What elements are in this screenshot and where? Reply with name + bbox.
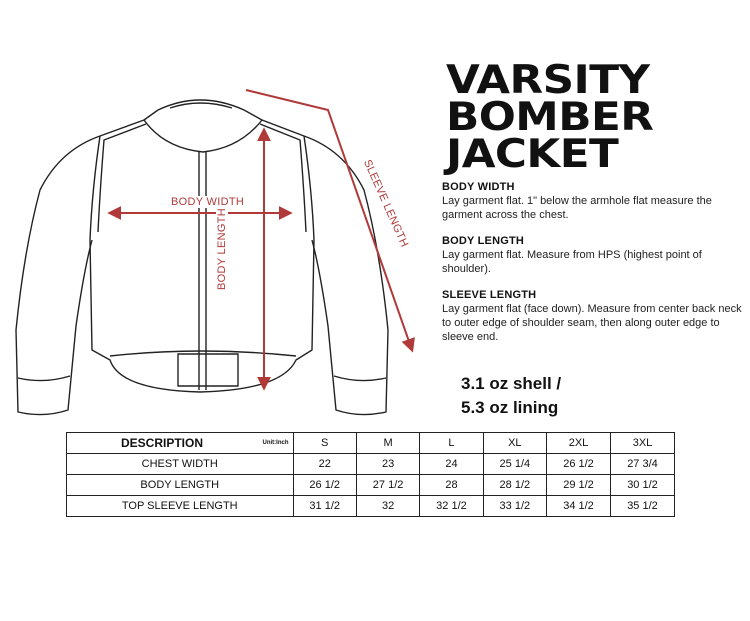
table-row bbox=[67, 475, 675, 496]
size-header-3xl: 3XL bbox=[610, 433, 674, 454]
spec-body-length bbox=[442, 235, 747, 276]
measurement-instructions bbox=[442, 181, 747, 357]
right-cuff bbox=[334, 376, 386, 381]
table-cell: 22 bbox=[293, 454, 356, 475]
row-label: BODY LENGTH bbox=[67, 475, 294, 496]
table-cell: 29 1/2 bbox=[547, 475, 611, 496]
shell-weight: 3.1 oz shell / bbox=[461, 374, 562, 393]
description-header-text: DESCRIPTION bbox=[121, 436, 204, 450]
left-sleeve-outline bbox=[16, 136, 100, 415]
table-cell: 35 1/2 bbox=[610, 496, 674, 517]
table-cell: 33 1/2 bbox=[483, 496, 546, 517]
sleeve-length-label: SLEEVE LENGTH bbox=[361, 158, 411, 250]
material-weight bbox=[461, 372, 561, 420]
table-cell: 30 1/2 bbox=[610, 475, 674, 496]
left-cuff bbox=[18, 376, 70, 381]
table-cell: 25 1/4 bbox=[483, 454, 546, 475]
spec-description: Lay garment flat. Measure from HPS (highest point of shoulder). bbox=[442, 249, 702, 275]
size-header-s: S bbox=[293, 433, 356, 454]
collar-outline bbox=[144, 100, 262, 152]
table-cell: 31 1/2 bbox=[293, 496, 356, 517]
table-cell: 28 bbox=[420, 475, 483, 496]
unit-label: Unit:Inch bbox=[262, 440, 289, 446]
shoulder-seam-right bbox=[260, 124, 306, 232]
table-row bbox=[67, 496, 675, 517]
table-cell: 27 1/2 bbox=[356, 475, 419, 496]
row-label: CHEST WIDTH bbox=[67, 454, 294, 475]
table-cell: 26 1/2 bbox=[547, 454, 611, 475]
collar-inner bbox=[170, 103, 232, 108]
body-width-label: BODY WIDTH bbox=[168, 196, 247, 208]
table-cell: 32 1/2 bbox=[420, 496, 483, 517]
table-cell: 34 1/2 bbox=[547, 496, 611, 517]
size-header-m: M bbox=[356, 433, 419, 454]
table-cell: 26 1/2 bbox=[293, 475, 356, 496]
spec-description: Lay garment flat (face down). Measure from center back neck to outer edge of shoulder seam, then along outer edge to sleeve end. bbox=[442, 303, 742, 343]
product-title bbox=[446, 58, 654, 177]
title-line-2: BOMBER bbox=[446, 95, 654, 140]
spec-title: SLEEVE LENGTH bbox=[442, 289, 537, 301]
size-chart-table bbox=[66, 432, 675, 517]
row-label: TOP SLEEVE LENGTH bbox=[67, 496, 294, 517]
spec-description: Lay garment flat. 1" below the armhole flat measure the garment across the chest. bbox=[442, 195, 712, 221]
table-cell: 28 1/2 bbox=[483, 475, 546, 496]
description-header bbox=[67, 433, 294, 454]
lining-weight: 5.3 oz lining bbox=[461, 398, 559, 417]
title-line-1: VARSITY bbox=[446, 58, 650, 103]
spec-title: BODY LENGTH bbox=[442, 235, 525, 247]
table-header-row bbox=[67, 433, 675, 454]
table-cell: 32 bbox=[356, 496, 419, 517]
table-row bbox=[67, 454, 675, 475]
body-length-label: BODY LENGTH bbox=[216, 208, 228, 290]
hem-tab bbox=[178, 354, 238, 386]
table-cell: 23 bbox=[356, 454, 419, 475]
shoulder-seam-left bbox=[98, 124, 146, 232]
size-header-xl: XL bbox=[483, 433, 546, 454]
table-cell: 27 3/4 bbox=[610, 454, 674, 475]
spec-sleeve-length bbox=[442, 289, 747, 344]
title-line-3: JACKET bbox=[446, 132, 619, 177]
spec-title: BODY WIDTH bbox=[442, 181, 515, 193]
size-header-l: L bbox=[420, 433, 483, 454]
size-header-2xl: 2XL bbox=[547, 433, 611, 454]
table-cell: 24 bbox=[420, 454, 483, 475]
spec-body-width bbox=[442, 181, 747, 222]
